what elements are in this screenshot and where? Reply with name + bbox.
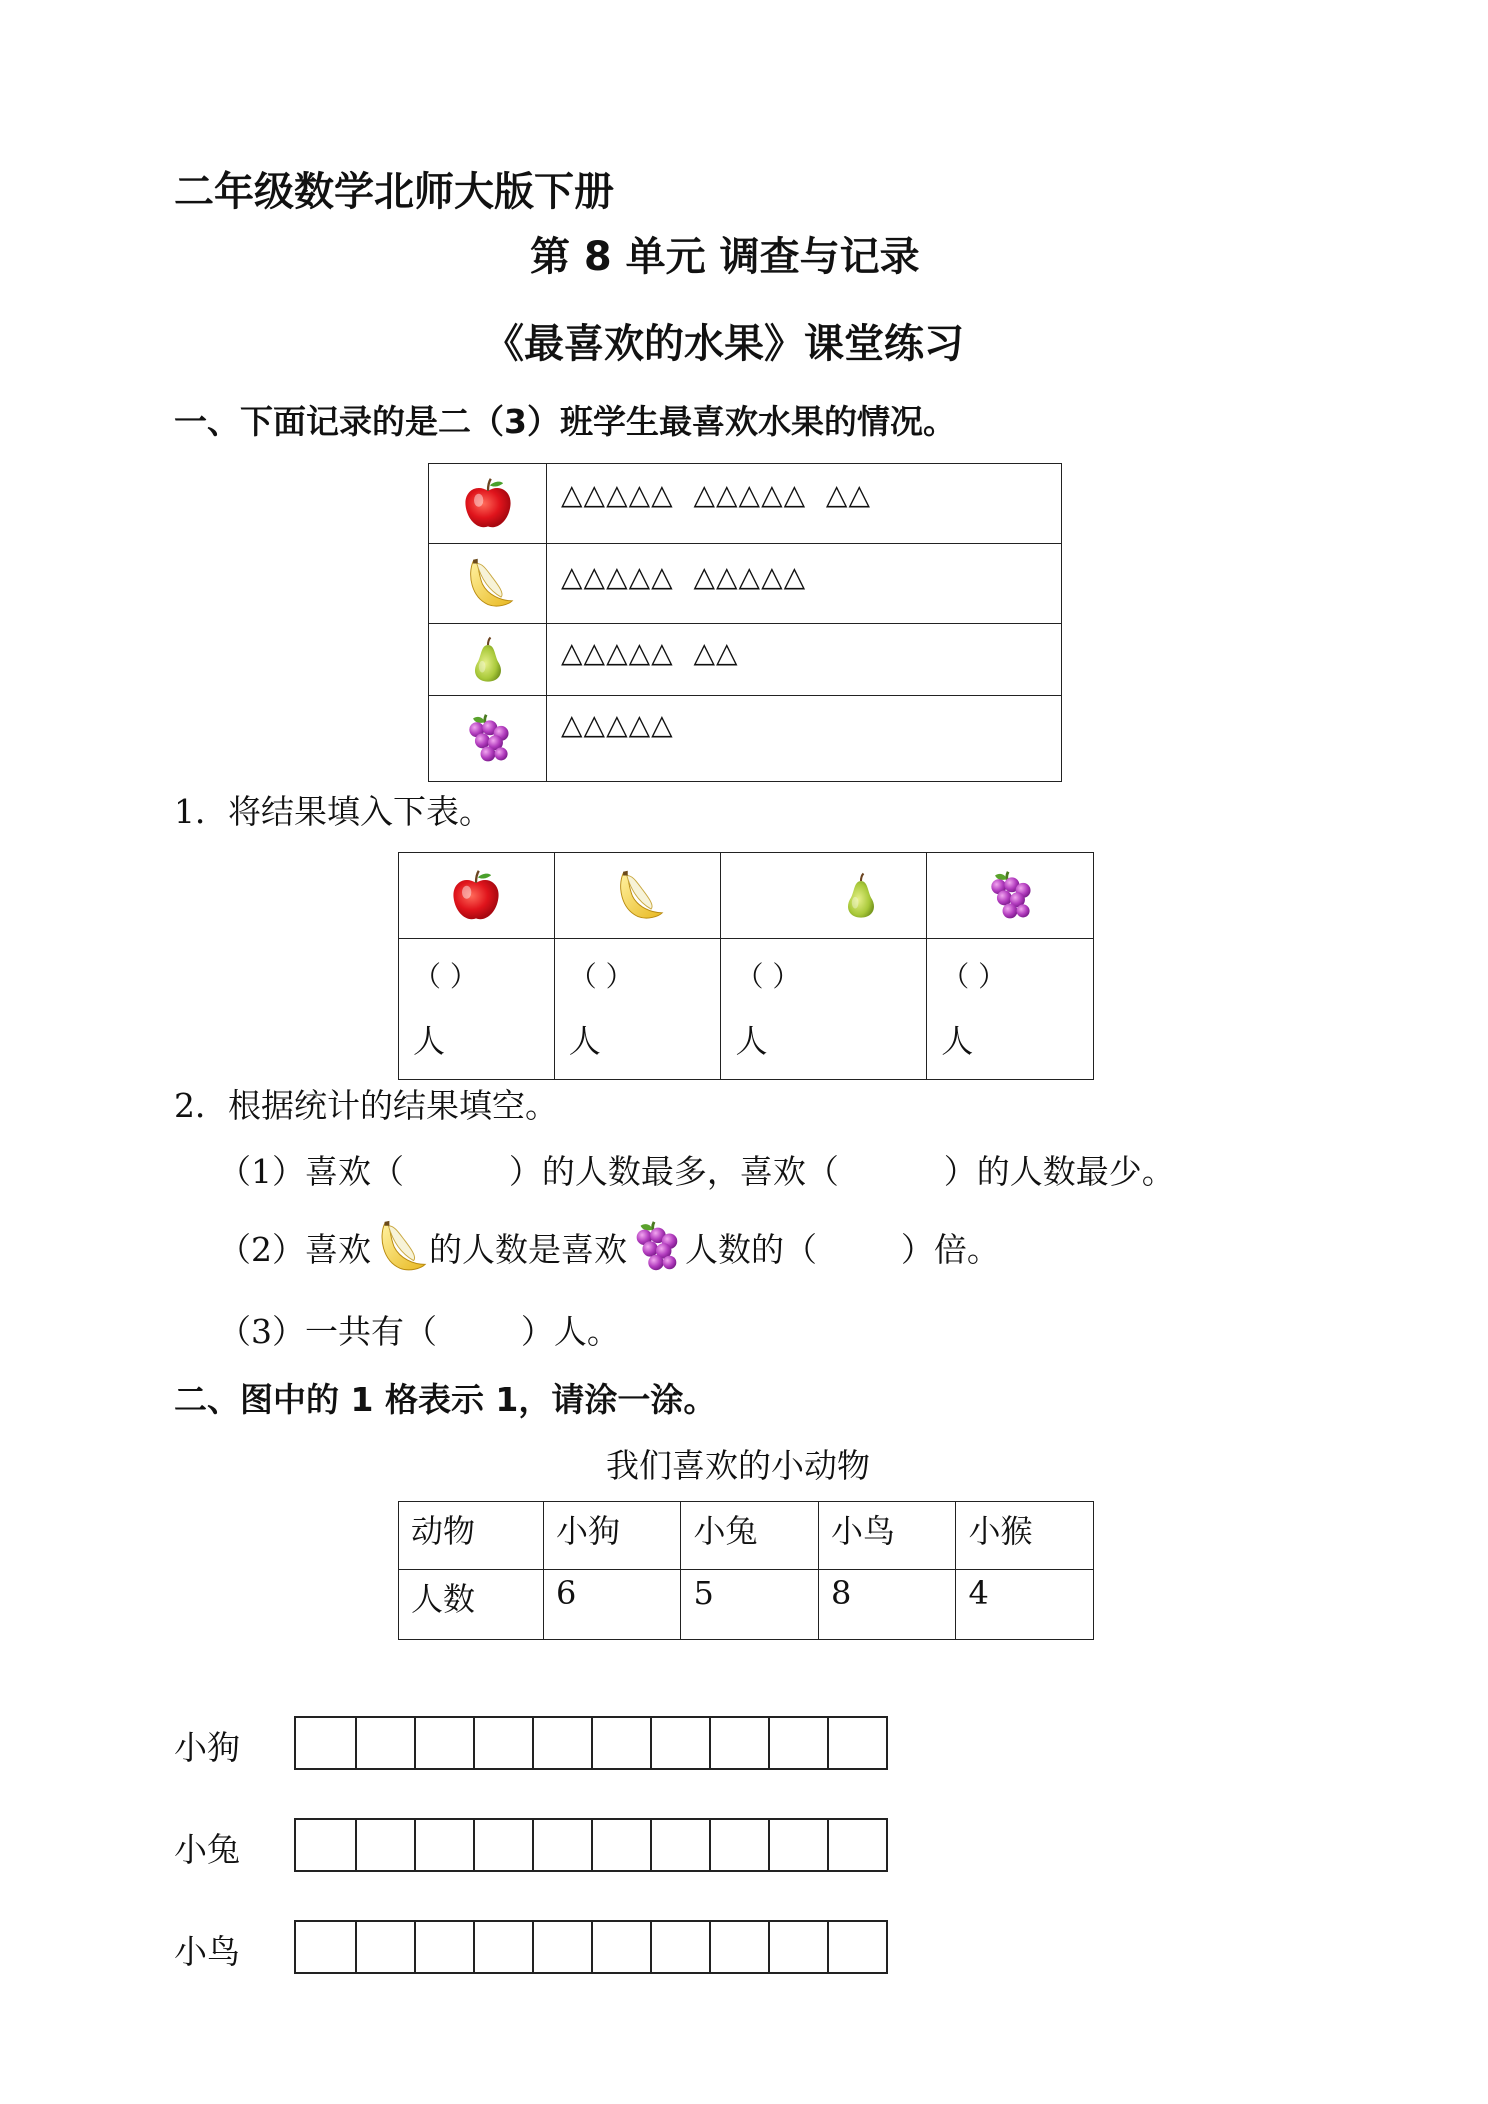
animal-header-cell: 小猴: [956, 1502, 1094, 1570]
answer-unit: 人: [568, 1022, 601, 1060]
tally-marks: △△△△△: [561, 708, 674, 741]
grid-cell[interactable]: [296, 1718, 355, 1768]
tally-cell: [547, 544, 1062, 624]
lesson-title: 《最喜欢的水果》课堂练习: [484, 321, 964, 367]
coloring-grid-rabbit: [294, 1818, 888, 1872]
question-2-3: （3）一共有（ ）人。: [218, 1312, 620, 1351]
grid-cell[interactable]: [473, 1820, 532, 1870]
answer-paren: （ ）: [413, 960, 478, 993]
grid-cell[interactable]: [355, 1922, 414, 1972]
grid-cell[interactable]: [827, 1718, 886, 1768]
animal-header-row: [399, 1502, 1094, 1570]
grid-cell[interactable]: [414, 1820, 473, 1870]
animal-header-cell: 小狗: [543, 1502, 681, 1570]
question-1: 1．将结果填入下表。: [174, 792, 492, 831]
tally-cell: [547, 464, 1062, 544]
grid-cell[interactable]: [827, 1820, 886, 1870]
coloring-grid-bird: [294, 1920, 888, 1974]
animal-header-cell: 小鸟: [818, 1502, 956, 1570]
pear-icon: [836, 871, 886, 921]
section2-title: 二、图中的 1 格表示 1，请涂一涂。: [174, 1380, 717, 1419]
animal-header-cell: 动物: [399, 1502, 544, 1570]
answer-paren: （ ）: [568, 960, 634, 993]
banana-icon: [610, 868, 666, 924]
answer-paren: （ ）: [735, 960, 801, 993]
tally-row: [429, 696, 1062, 782]
grapes-icon: [982, 868, 1038, 924]
animal-count-cell: 4: [956, 1570, 1094, 1640]
grid-cell[interactable]: [650, 1718, 709, 1768]
grid-cell[interactable]: [591, 1718, 650, 1768]
answer-blank[interactable]: [721, 939, 927, 1080]
grapes-icon: [460, 711, 516, 767]
grid-cell[interactable]: [650, 1922, 709, 1972]
q2-2-prefix: （2）喜欢: [218, 1229, 371, 1269]
grid-label: 小鸟: [174, 1932, 240, 1971]
animal-count-cell: 6: [543, 1570, 681, 1640]
result-table: [398, 852, 1094, 1080]
grid-cell[interactable]: [296, 1820, 355, 1870]
animal-count-cell: 8: [818, 1570, 956, 1640]
answer-blank[interactable]: [927, 939, 1094, 1080]
series-title: 二年级数学北师大版下册: [174, 169, 614, 215]
answer-blank[interactable]: [554, 939, 721, 1080]
grid-cell[interactable]: [414, 1922, 473, 1972]
grid-cell[interactable]: [709, 1922, 768, 1972]
fruit-cell: [429, 696, 547, 782]
grid-cell[interactable]: [591, 1922, 650, 1972]
grid-label: 小兔: [174, 1830, 240, 1869]
tally-row: [429, 624, 1062, 696]
tally-cell: [547, 624, 1062, 696]
animal-count-cell: 5: [681, 1570, 819, 1640]
grid-cell[interactable]: [827, 1922, 886, 1972]
animal-count-cell: 人数: [399, 1570, 544, 1640]
answer-unit: 人: [735, 1022, 768, 1060]
grid-cell[interactable]: [473, 1922, 532, 1972]
section1-title: 一、下面记录的是二（3）班学生最喜欢水果的情况。: [174, 402, 956, 441]
tally-row: [429, 544, 1062, 624]
result-icon-row: [399, 853, 1094, 939]
apple-icon: [448, 868, 504, 924]
grid-cell[interactable]: [355, 1820, 414, 1870]
result-icon-cell: [399, 853, 555, 939]
result-icon-cell: [554, 853, 721, 939]
tally-marks: △△△△△ △△△△△: [561, 560, 807, 593]
tally-row: [429, 464, 1062, 544]
answer-unit: 人: [941, 1022, 974, 1060]
grid-cell[interactable]: [709, 1718, 768, 1768]
q2-2-suffix: 人数的（ ）倍。: [685, 1229, 1000, 1269]
banana-icon: [371, 1218, 429, 1276]
fruit-cell: [429, 624, 547, 696]
result-icon-cell: [927, 853, 1094, 939]
grid-cell[interactable]: [768, 1922, 827, 1972]
tally-table: [428, 463, 1062, 782]
answer-paren: （ ）: [941, 960, 1007, 993]
animal-table-title: 我们喜欢的小动物: [606, 1446, 870, 1485]
banana-icon: [460, 556, 516, 612]
result-icon-cell: [721, 853, 927, 939]
grid-cell[interactable]: [414, 1718, 473, 1768]
question-2-2: [218, 1218, 1000, 1276]
grid-cell[interactable]: [532, 1718, 591, 1768]
tally-marks: △△△△△ △△: [561, 636, 739, 669]
question-2: 2．根据统计的结果填空。: [174, 1086, 558, 1125]
grid-cell[interactable]: [296, 1922, 355, 1972]
result-fill-row: [399, 939, 1094, 1080]
question-2-1: （1）喜欢（ ）的人数最多，喜欢（ ）的人数最少。: [218, 1152, 1175, 1191]
grid-cell[interactable]: [768, 1718, 827, 1768]
grid-cell[interactable]: [532, 1922, 591, 1972]
fruit-cell: [429, 464, 547, 544]
grid-cell[interactable]: [709, 1820, 768, 1870]
grid-cell[interactable]: [532, 1820, 591, 1870]
grid-cell[interactable]: [768, 1820, 827, 1870]
coloring-grid-dog: [294, 1716, 888, 1770]
grapes-icon: [627, 1218, 685, 1276]
animal-count-row: [399, 1570, 1094, 1640]
pear-icon: [463, 635, 513, 685]
fruit-cell: [429, 544, 547, 624]
grid-cell[interactable]: [650, 1820, 709, 1870]
animal-header-cell: 小兔: [681, 1502, 819, 1570]
tally-marks: △△△△△ △△△△△ △△: [561, 478, 871, 511]
tally-cell: [547, 696, 1062, 782]
q2-2-middle: 的人数是喜欢: [429, 1229, 627, 1269]
unit-title: 第 8 单元 调查与记录: [530, 234, 920, 280]
grid-cell[interactable]: [591, 1820, 650, 1870]
grid-label: 小狗: [174, 1728, 240, 1767]
grid-cell[interactable]: [473, 1718, 532, 1768]
apple-icon: [460, 476, 516, 532]
animal-table: [398, 1501, 1094, 1640]
grid-cell[interactable]: [355, 1718, 414, 1768]
answer-blank[interactable]: [399, 939, 555, 1080]
answer-unit: 人: [413, 1022, 446, 1060]
